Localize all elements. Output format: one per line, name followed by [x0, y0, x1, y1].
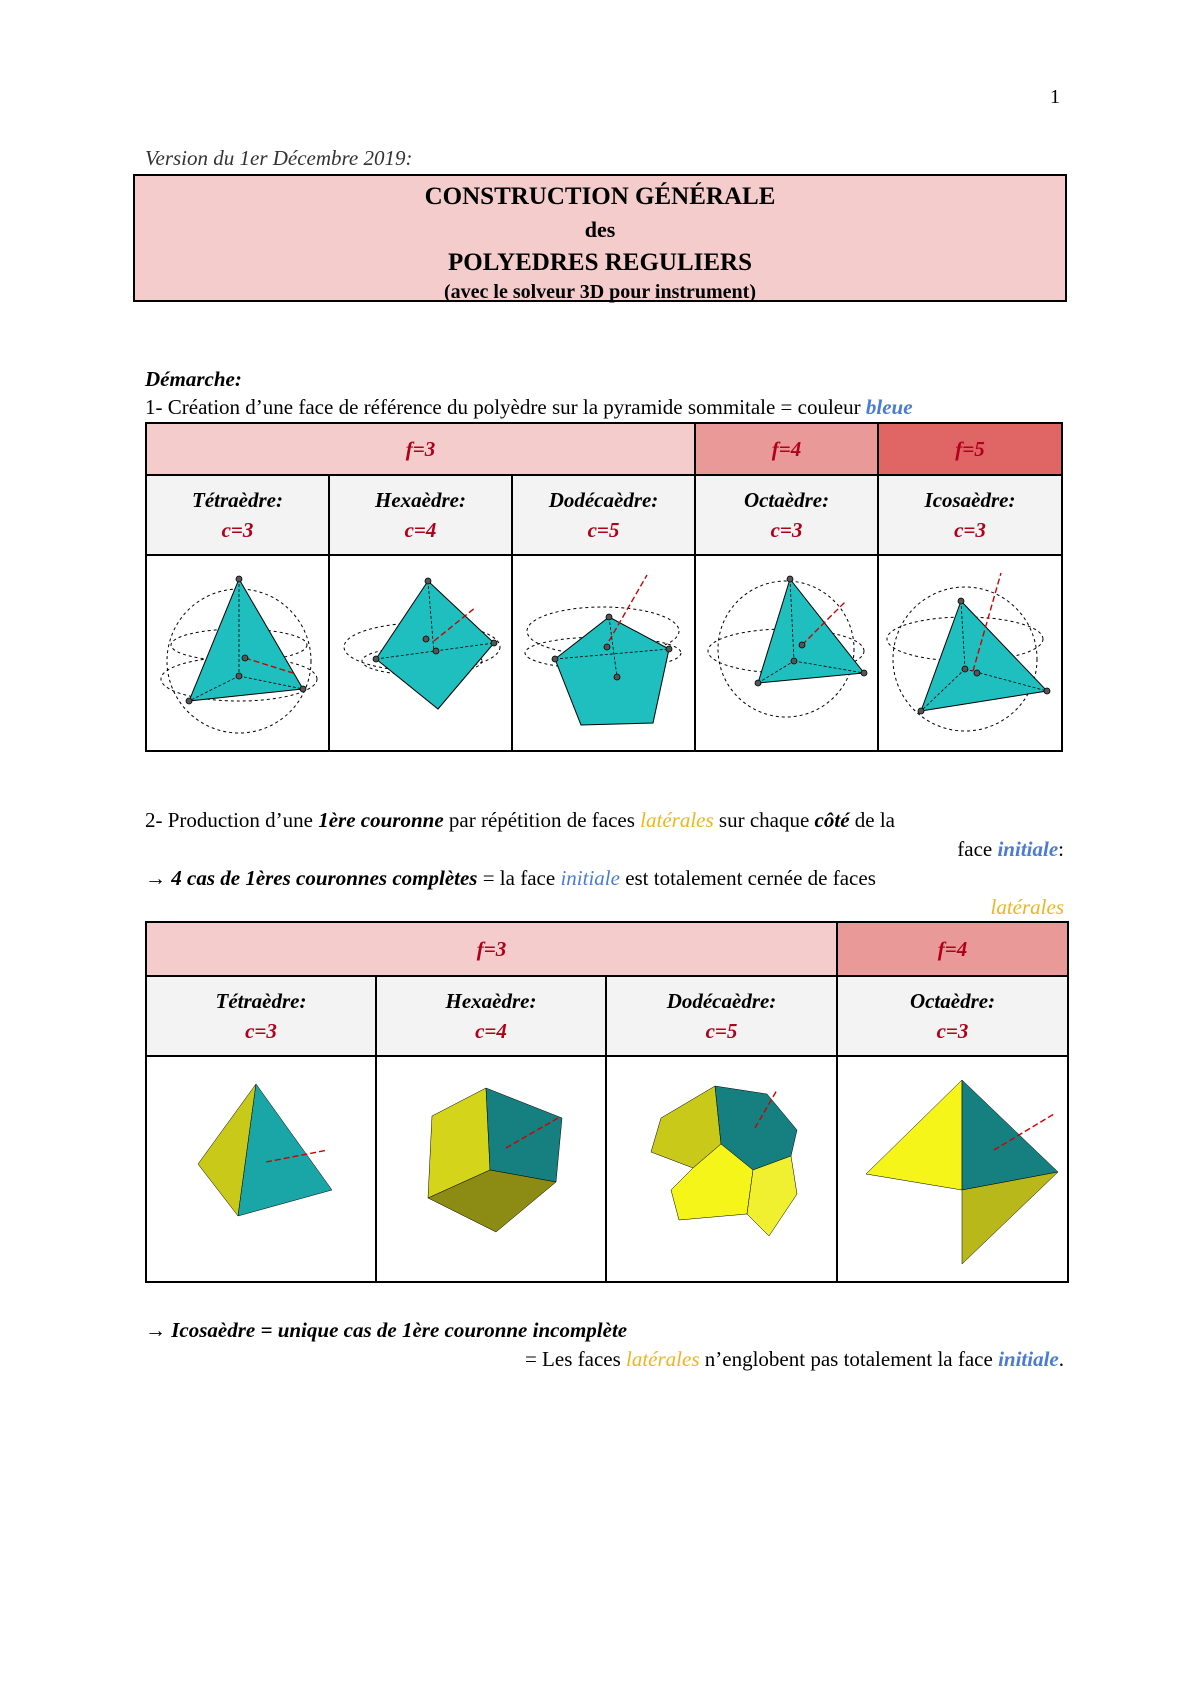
step-1-text	[145, 395, 913, 420]
f-header-3: f=3	[146, 423, 695, 475]
hexaedre-reference-face-figure	[336, 561, 506, 746]
step-2b-arrow-bold: → 4 cas de 1ères couronnes complètes	[145, 866, 478, 890]
step-2-bold2: côté	[814, 808, 850, 832]
step-2-yellow1: latérales	[640, 808, 714, 832]
col-name: Hexaèdre:	[445, 989, 537, 1013]
figure-cell-dodecaedre	[512, 555, 695, 751]
col-octaedre	[695, 475, 878, 555]
hexaedre-first-ring-figure	[386, 1064, 596, 1274]
f-header-5: f=5	[878, 423, 1062, 475]
col-name: Octaèdre:	[909, 989, 996, 1013]
figure-cell-hexaedre	[329, 555, 512, 751]
col-name: Dodécaèdre:	[666, 989, 777, 1013]
step-2b-yellow: latérales	[990, 895, 1064, 919]
dodecaedre-reference-face-figure	[519, 561, 689, 746]
step-2b-part2: est totalement cernée de faces	[619, 866, 876, 890]
col-tetraedre	[146, 475, 329, 555]
step-2-line2-blue: initiale	[997, 837, 1059, 861]
col-c: c=3	[221, 518, 254, 542]
col-name: Tétraèdre:	[215, 989, 307, 1013]
figure-cell-dodecaedre	[606, 1056, 837, 1282]
col-name: Icosaèdre:	[924, 488, 1016, 512]
dodecaedre-first-ring-figure	[617, 1064, 827, 1274]
col-c: c=4	[404, 518, 437, 542]
conclusion-part1: = Les faces	[524, 1347, 627, 1371]
icosaedre-reference-face-figure	[885, 561, 1055, 746]
step-1-main: 1- Création d’une face de référence du polyèdre sur la pyramide sommitale = couleur	[145, 395, 866, 419]
figure-cell-octaedre	[695, 555, 878, 751]
conclusion-part2: n’englobent pas totalement la face	[699, 1347, 999, 1371]
demarche-heading: Démarche:	[145, 367, 242, 391]
step-1-blue-word: bleue	[865, 395, 913, 419]
col-name: Hexaèdre:	[375, 488, 466, 512]
step-2-part1: 2- Production d’une	[145, 808, 319, 832]
col-c: c=3	[954, 518, 986, 542]
conclusion-blue: initiale	[998, 1347, 1059, 1371]
col-name: Dodécaèdre:	[548, 488, 659, 512]
table-step-1	[145, 422, 1063, 752]
step-2-part3: sur chaque	[713, 808, 815, 832]
col-dodecaedre	[606, 976, 837, 1056]
page-number: 1	[1050, 86, 1060, 108]
col-octaedre	[837, 976, 1068, 1056]
step-2-line2	[957, 837, 1064, 862]
col-icosaedre	[878, 475, 1062, 555]
figure-cell-hexaedre	[376, 1056, 606, 1282]
figure-cell-icosaedre	[878, 555, 1062, 751]
step-2-line2-text: face	[957, 837, 998, 861]
version-date: Version du 1er Décembre 2019:	[145, 146, 413, 170]
octaedre-first-ring-figure	[848, 1064, 1058, 1274]
conclusion-line-2	[525, 1347, 1064, 1372]
step-2b-part1: = la face	[477, 866, 561, 890]
conclusion-line-1	[145, 1318, 627, 1343]
title-line-4: (avec le solveur 3D pour instrument)	[443, 281, 756, 303]
col-hexaedre	[329, 475, 512, 555]
step-2-part4: de la	[849, 808, 896, 832]
col-dodecaedre	[512, 475, 695, 555]
octaedre-reference-face-figure	[702, 561, 872, 746]
title-line-3: POLYEDRES REGULIERS	[447, 249, 753, 276]
title-line-1: CONSTRUCTION GÉNÉRALE	[424, 183, 776, 210]
figure-cell-tetraedre	[146, 1056, 376, 1282]
step-2b-blue: initiale	[560, 866, 620, 890]
figure-cell-octaedre	[837, 1056, 1068, 1282]
col-c: c=4	[475, 1019, 507, 1043]
conclusion-arrow-bold: → Icosaèdre = unique cas de 1ère couronne incomplète	[145, 1318, 628, 1342]
conclusion-yellow: latérales	[626, 1347, 700, 1371]
col-c: c=5	[587, 518, 620, 542]
col-tetraedre	[146, 976, 376, 1056]
step-2b-text	[145, 866, 876, 891]
step-2-bold1: 1ère couronne	[318, 808, 444, 832]
step-2b-line2	[991, 895, 1065, 920]
figure-cell-tetraedre	[146, 555, 329, 751]
conclusion-end: .	[1058, 1347, 1064, 1371]
col-c: c=3	[936, 1019, 969, 1043]
tetraedre-first-ring-figure	[156, 1064, 366, 1274]
col-c: c=5	[705, 1019, 738, 1043]
f-header-3: f=3	[146, 922, 837, 976]
f-header-4: f=4	[837, 922, 1068, 976]
col-hexaedre	[376, 976, 606, 1056]
title-line-2: des	[584, 217, 616, 242]
step-2-text	[145, 808, 895, 833]
col-c: c=3	[770, 518, 803, 542]
col-c: c=3	[245, 1019, 277, 1043]
step-2-part2: par répétition de faces	[443, 808, 641, 832]
tetraedre-reference-face-figure	[153, 561, 323, 746]
col-name: Octaèdre:	[743, 488, 830, 512]
table-step-2	[145, 921, 1069, 1283]
col-name: Tétraèdre:	[192, 488, 283, 512]
f-header-4: f=4	[695, 423, 878, 475]
title-box	[133, 174, 1067, 302]
step-2-line2-end: :	[1058, 837, 1064, 861]
